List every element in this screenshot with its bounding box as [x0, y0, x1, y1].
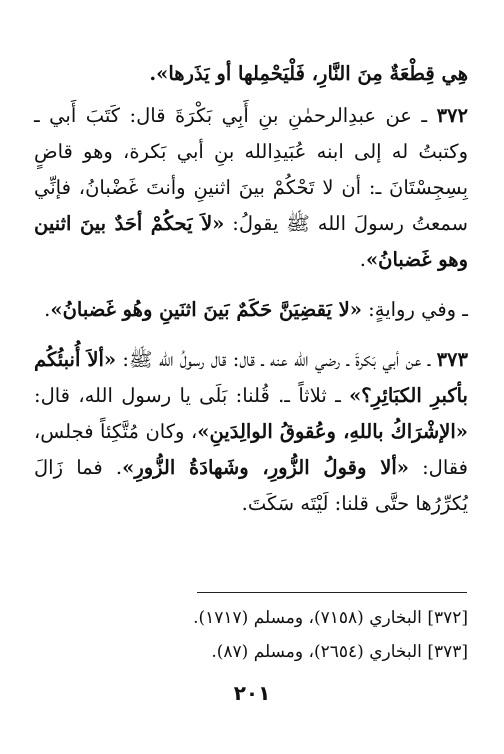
- prophetic-quote: «لاَ يَحكُمْ أحَدٌ بينَ اثنين وهو غَضبانُ»: [34, 212, 468, 271]
- footnotes: [34, 601, 468, 669]
- hadith-text: ـ عن أبي بَكرةَ ـ رضي الله عنه ـ قال: قال رسولُ الله ﷺ:: [116, 348, 437, 371]
- prophetic-quote: «الإشْرَاكُ باللهِ، وعُقوقُ الوالِدَينِ»: [197, 420, 468, 443]
- footnote-373: [٣٧٣] البخاري (٢٦٥٤)، ومسلم (٨٧).: [211, 642, 468, 662]
- hadith-text-end: . فما زَالَ يُكرِّرُها حتَّى قلنا: لَيْتَه سَكَتَ.: [34, 456, 468, 515]
- footnote-372: [٣٧٢] البخاري (٧١٥٨)، ومسلم (١٧١٧).: [193, 608, 468, 628]
- variant-intro: ـ وفي روايةٍ:: [361, 298, 468, 321]
- prophetic-quote: «لا يَقضِيَنَّ حَكَمٌ بَينَ اثنَينِ وهُو غَضبانُ»: [50, 298, 362, 321]
- continued-text: [34, 56, 468, 92]
- prophetic-quote: «ألا وقولُ الزُّورِ، وشَهادَةُ الزُّورِ»: [122, 456, 409, 479]
- hadith-text: ـ عن عبدِالرحمٰنِ بنِ أَبِي بَكْرَةَ قال: كَتَبَ أَبي ـ وكتبتُ له إلى ابنه عُبَيدِالله بنِ أبي بَكرة، وهو قاضٍ بِسِجِسْتَانَ ـ: أن لا تَحْكُمْ بينَ اثنينِ وأنتَ غَضْبانُ، فإنِّي سمعتُ رسولَ الله ﷺ يقولُ:: [34, 104, 468, 235]
- hadith-number: ٣٧٣: [436, 348, 468, 371]
- variant-end: .: [44, 298, 51, 321]
- hadith-text: ، وكان مُتَّكِئاً فجلس، فقال:: [34, 420, 468, 479]
- hadith-text-end: .: [359, 248, 366, 271]
- prophetic-quote: «ألاَ أُنبئُكُم بأكبرِ الكبَائِرِ؟»: [34, 348, 468, 407]
- footnote-separator: [197, 592, 467, 593]
- hadith-372-variant: [34, 292, 468, 328]
- hadith-373: [34, 342, 468, 522]
- hadith-372: [34, 98, 468, 278]
- hadith-text: ـ ثلاثاً ـ. قُلنا: بَلَى يا رسول الله، قال:: [34, 384, 350, 407]
- hadith-number: ٣٧٢: [436, 104, 468, 127]
- continued-text-line: هِي قِطْعَةٌ مِنَ النَّارِ، فَلْيَحْمِلها أو يَذَرها».: [149, 62, 468, 85]
- page-number: ٢٠١: [233, 681, 271, 705]
